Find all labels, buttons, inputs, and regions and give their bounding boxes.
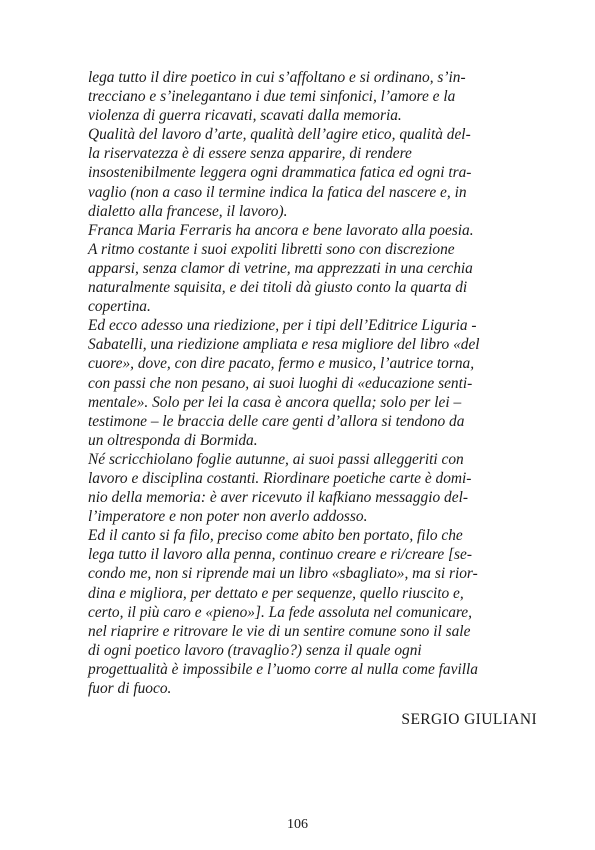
text-line: Né scricchiolano foglie autunne, ai suoi passi alleggeriti con — [88, 450, 464, 468]
text-line: nio della memoria: è aver ricevuto il kafkiano messaggio del- — [88, 489, 468, 507]
text-line: Franca Maria Ferraris ha ancora e bene lavorato alla poesia. — [88, 221, 474, 239]
text-line: testimone – le braccia delle care genti d’allora si tendono da — [88, 412, 465, 430]
body-text — [88, 68, 532, 698]
text-line: vaglio (non a caso il termine indica la fatica del nascere e, in — [88, 183, 467, 201]
text-line: Sabatelli, una riedizione ampliata e resa migliore del libro «del — [88, 336, 480, 354]
text-line: nel riaprire e ritrovare le vie di un sentire comune sono il sale — [88, 622, 471, 640]
text-line: Ed il canto si fa filo, preciso come abito ben portato, filo che — [88, 527, 463, 545]
text-line: violenza di guerra ricavati, scavati dalla memoria. — [88, 107, 402, 125]
text-line: progettualità è impossibile e l’uomo corre al nulla come favilla — [88, 660, 478, 678]
text-line: lavoro e disciplina costanti. Riordinare poetiche carte è domi- — [88, 469, 472, 487]
text-line: lega tutto il lavoro alla penna, continuo creare e ri/creare [se- — [88, 546, 472, 564]
text-line: condo me, non si riprende mai un libro «sbagliato», ma si rior- — [88, 565, 478, 583]
text-line: un oltresponda di Bormida. — [88, 431, 258, 449]
text-line: con passi che non pesano, ai suoi luoghi di «educazione senti- — [88, 374, 473, 392]
text-line: lega tutto il dire poetico in cui s’affoltano e si ordinano, s’in- — [88, 69, 466, 86]
text-line: cuore», dove, con dire pacato, fermo e musico, l’autrice torna, — [88, 355, 475, 373]
author-signature: SERGIO GIULIANI — [401, 711, 537, 728]
text-line: Qualità del lavoro d’arte, qualità dell’agire etico, qualità del- — [88, 126, 471, 144]
text-line: naturalmente squisita, e dei titoli dà giusto conto la quarta di — [88, 279, 468, 297]
text-line: certo, il più caro e «pieno»]. La fede assoluta nel comunicare, — [88, 603, 472, 621]
text-line: fuor di fuoco. — [88, 680, 172, 697]
text-line: l’imperatore e non poter non averlo addosso. — [88, 508, 368, 526]
text-line: di ogni poetico lavoro (travaglio?) senza il quale ogni — [88, 641, 422, 659]
text-line: trecciano e s’inelegantano i due temi sinfonici, l’amore e la — [88, 88, 456, 106]
text-line: A ritmo costante i suoi expoliti libretti sono con discrezione — [88, 240, 455, 258]
page-number: 106 — [287, 817, 308, 832]
text-line: mentale». Solo per lei la casa è ancora quella; solo per lei – — [88, 393, 462, 411]
text-line: apparsi, senza clamor di vetrine, ma apprezzati in una cerchia — [88, 259, 473, 277]
text-line: dialetto alla francese, il lavoro). — [88, 202, 288, 220]
text-line: Ed ecco adesso una riedizione, per i tipi dell’Editrice Liguria - — [88, 317, 477, 335]
text-line: copertina. — [88, 298, 151, 316]
text-line: la riservatezza è di essere senza apparire, di rendere — [88, 145, 412, 163]
text-line: insostenibilmente leggera ogni drammatica fatica ed ogni tra- — [88, 164, 472, 182]
text-line: dina e migliora, per dettato e per sequenze, quello riuscito e, — [88, 584, 464, 602]
